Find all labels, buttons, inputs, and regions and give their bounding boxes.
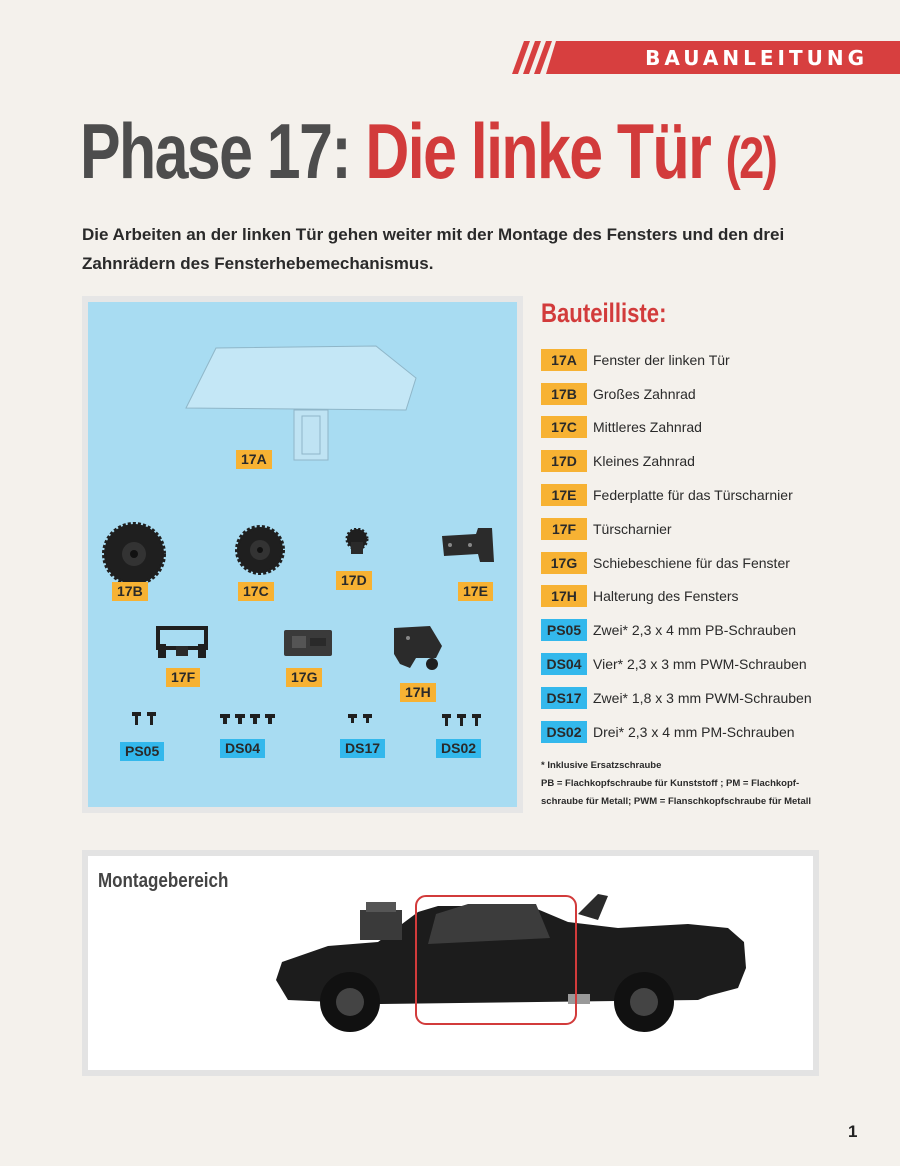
slide-rail-image: [282, 628, 334, 658]
header-banner: [512, 41, 900, 74]
label-17c: 17C: [238, 582, 274, 601]
parts-list: [541, 343, 881, 749]
part-desc: Fenster der linken Tür: [593, 351, 730, 368]
spring-plate-image: [440, 528, 498, 568]
label-ps05: PS05: [120, 742, 164, 761]
part-desc: Halterung des Fensters: [593, 588, 739, 605]
list-item: [541, 647, 881, 681]
label-17g: 17G: [286, 668, 322, 687]
part-desc: Großes Zahnrad: [593, 385, 696, 402]
part-desc: Kleines Zahnrad: [593, 453, 695, 470]
title-suffix: (2): [725, 126, 777, 191]
label-17d: 17D: [336, 571, 372, 590]
label-17e: 17E: [458, 582, 493, 601]
title-prefix: Phase 17:: [80, 107, 351, 195]
label-17b: 17B: [112, 582, 148, 601]
list-item: [541, 377, 881, 411]
label-17f: 17F: [166, 668, 200, 687]
list-item: [541, 411, 881, 445]
label-17h: 17H: [400, 683, 436, 702]
page-title: [80, 107, 777, 195]
part-code: 17G: [541, 552, 587, 574]
label-ds04: DS04: [220, 739, 265, 758]
page-number: 1: [848, 1122, 858, 1141]
part-code: 17C: [541, 416, 587, 438]
banner-label: BAUANLEITUNG: [645, 46, 868, 70]
list-item: [541, 681, 881, 715]
door-hinge-image: [156, 626, 210, 660]
part-code: 17D: [541, 450, 587, 472]
label-17a: 17A: [236, 450, 272, 469]
part-code: DS17: [541, 687, 587, 709]
large-gear-image: [102, 522, 166, 586]
intro-text: Die Arbeiten an der linken Tür gehen weiter mit der Montage des Fensters und den drei Zahnrädern des Fensterhebemechanismus.: [82, 225, 785, 273]
medium-gear-image: [234, 524, 286, 576]
part-desc: Federplatte für das Türscharnier: [593, 487, 793, 504]
list-item: [541, 512, 881, 546]
part-code: DS04: [541, 653, 587, 675]
mounting-area-panel: [82, 850, 819, 1076]
small-gear-image: [344, 528, 370, 558]
part-code: 17E: [541, 484, 587, 506]
part-code: 17A: [541, 349, 587, 371]
title-main: Die linke Tür: [365, 107, 711, 195]
mounting-area-title: Montagebereich: [98, 870, 229, 892]
parts-panel: [82, 296, 523, 813]
part-desc: Zwei* 1,8 x 3 mm PWM-Schrauben: [593, 689, 812, 706]
part-code: 17B: [541, 383, 587, 405]
part-desc: Drei* 2,3 x 4 mm PM-Schrauben: [593, 723, 795, 740]
list-item: [541, 580, 881, 614]
list-item: [541, 343, 881, 377]
part-code: DS02: [541, 721, 587, 743]
part-desc: Türscharnier: [593, 520, 672, 537]
list-item: [541, 546, 881, 580]
window-part-image: [176, 338, 426, 468]
screws-ds02-image: [440, 712, 486, 728]
part-desc: Mittleres Zahnrad: [593, 419, 702, 436]
footnotes: [541, 757, 831, 811]
list-item: [541, 444, 881, 478]
note-spare-screw: * Inklusive Ersatzschraube: [541, 760, 662, 771]
part-code: 17H: [541, 585, 587, 607]
part-desc: Schiebeschiene für das Fenster: [593, 554, 790, 571]
part-desc: Zwei* 2,3 x 4 mm PB-Schrauben: [593, 622, 797, 639]
list-item: [541, 478, 881, 512]
screws-ps05-image: [130, 710, 160, 726]
screws-ds17-image: [346, 712, 376, 726]
part-desc: Vier* 2,3 x 3 mm PWM-Schrauben: [593, 656, 807, 673]
list-item: [541, 715, 881, 749]
note-abbreviations: PB = Flachkopfschraube für Kunststoff ; PM = Flachkopf-schraube für Metall; PWM = Flanschkopfschraube für Metall: [541, 778, 812, 807]
part-code: PS05: [541, 619, 587, 641]
window-holder-image: [390, 624, 446, 676]
label-ds02: DS02: [436, 739, 481, 758]
part-code: 17F: [541, 518, 587, 540]
screws-ds04-image: [218, 712, 280, 728]
car-image: [268, 884, 758, 1044]
parts-list-title: Bauteilliste:: [541, 298, 667, 328]
label-ds17: DS17: [340, 739, 385, 758]
list-item: [541, 613, 881, 647]
